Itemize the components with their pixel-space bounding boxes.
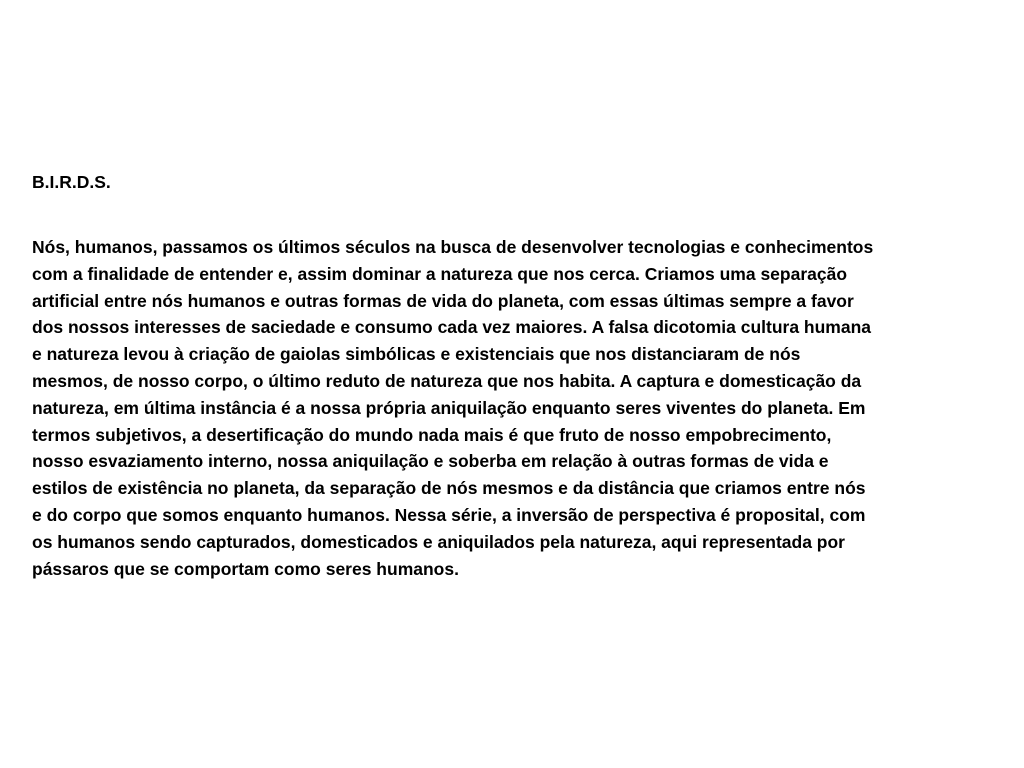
document-title: B.I.R.D.S. bbox=[32, 172, 111, 192]
paragraph-line: dos nossos interesses de saciedade e consumo cada vez maiores. A falsa dicotomia cultura humana bbox=[32, 317, 872, 338]
paragraph-line: artificial entre nós humanos e outras formas de vida do planeta, com essas últimas sempre a favor bbox=[32, 290, 854, 311]
paragraph-line: nosso esvaziamento interno, nossa aniquilação e soberba em relação à outras formas de vida e bbox=[32, 451, 829, 472]
paragraph-line: pássaros que se comportam como seres humanos. bbox=[32, 558, 459, 579]
paragraph-line: termos subjetivos, a desertificação do mundo nada mais é que fruto de nosso empobrecimento, bbox=[32, 424, 832, 445]
paragraph-line: Nós, humanos, passamos os últimos séculos na busca de desenvolver tecnologias e conhecimentos bbox=[32, 237, 874, 257]
paragraph-line: estilos de existência no planeta, da separação de nós mesmos e da distância que criamos entre nós bbox=[32, 478, 866, 499]
body-paragraph bbox=[32, 234, 873, 582]
paragraph-line: e natureza levou à criação de gaiolas simbólicas e existenciais que nos distanciaram de nós bbox=[32, 344, 801, 365]
paragraph-line: os humanos sendo capturados, domesticados e aniquilados pela natureza, aqui representada por bbox=[32, 531, 845, 552]
document bbox=[32, 170, 873, 582]
paragraph-line: natureza, em última instância é a nossa própria aniquilação enquanto seres viventes do planeta. Em bbox=[32, 397, 866, 418]
paragraph-line: com a finalidade de entender e, assim dominar a natureza que nos cerca. Criamos uma separação bbox=[32, 263, 848, 284]
paragraph-line: e do corpo que somos enquanto humanos. Nessa série, a inversão de perspectiva é proposital, com bbox=[32, 504, 866, 525]
paragraph-line: mesmos, de nosso corpo, o último reduto de natureza que nos habita. A captura e domesticação da bbox=[32, 370, 862, 391]
